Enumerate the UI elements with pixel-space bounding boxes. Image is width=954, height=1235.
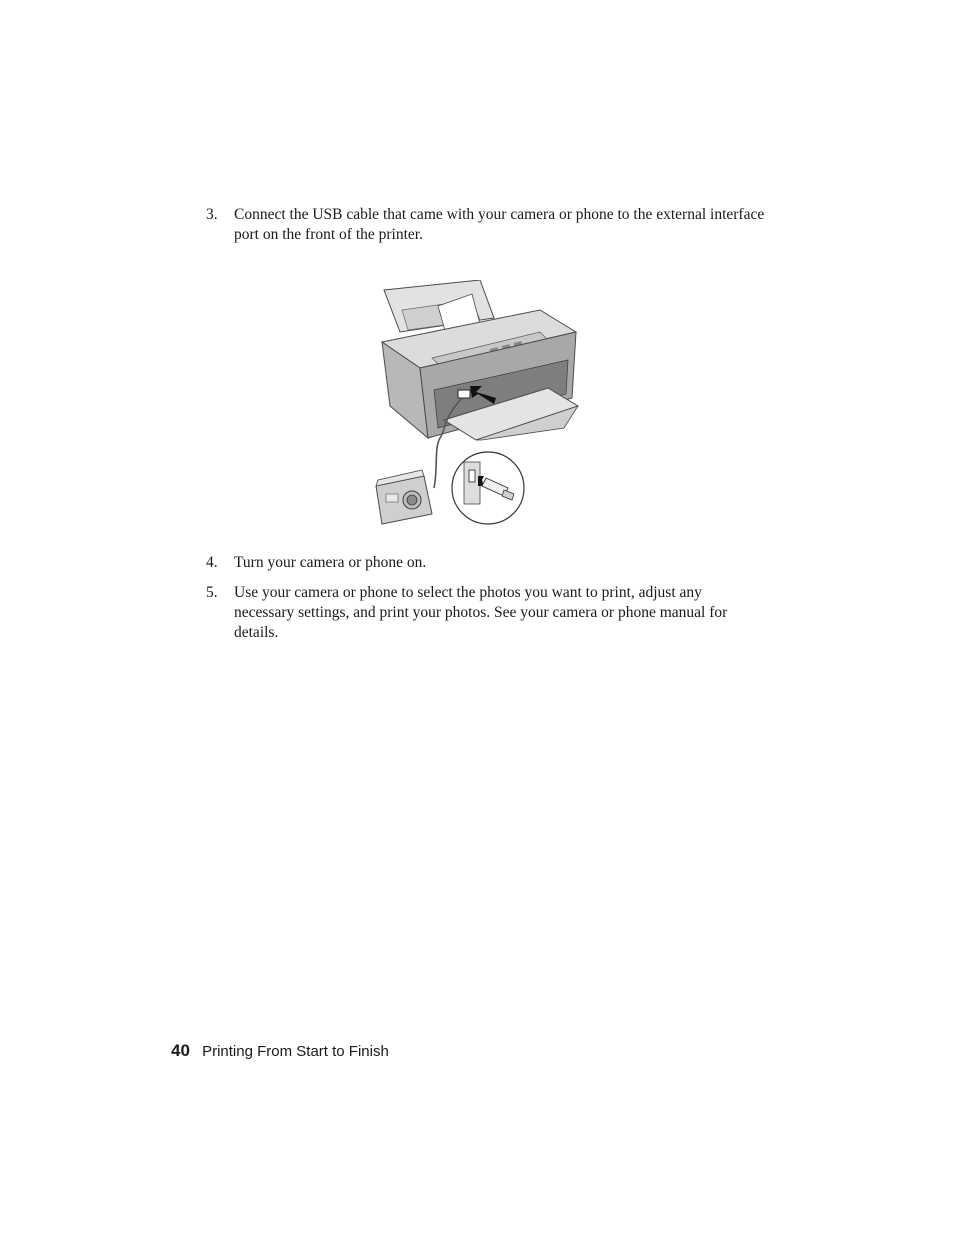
step-5: [206, 583, 766, 643]
page-number: 40: [171, 1041, 190, 1060]
step-4: [206, 553, 766, 573]
step-3: [206, 205, 766, 245]
page-footer: [171, 1041, 389, 1061]
step-number: 4.: [206, 554, 218, 571]
step-number: 3.: [206, 206, 218, 223]
section-title: Printing From Start to Finish: [202, 1043, 389, 1060]
step-text: Use your camera or phone to select the photos you want to print, adjust any necessary settings, and print your photos. See your camera or phone manual for details.: [234, 584, 728, 641]
step-text: Connect the USB cable that came with your camera or phone to the external interface port on the front of the printer.: [234, 206, 765, 243]
printer-usb-camera-illustration: [372, 280, 584, 530]
step-number: 5.: [206, 584, 218, 601]
step-text: Turn your camera or phone on.: [234, 554, 427, 571]
